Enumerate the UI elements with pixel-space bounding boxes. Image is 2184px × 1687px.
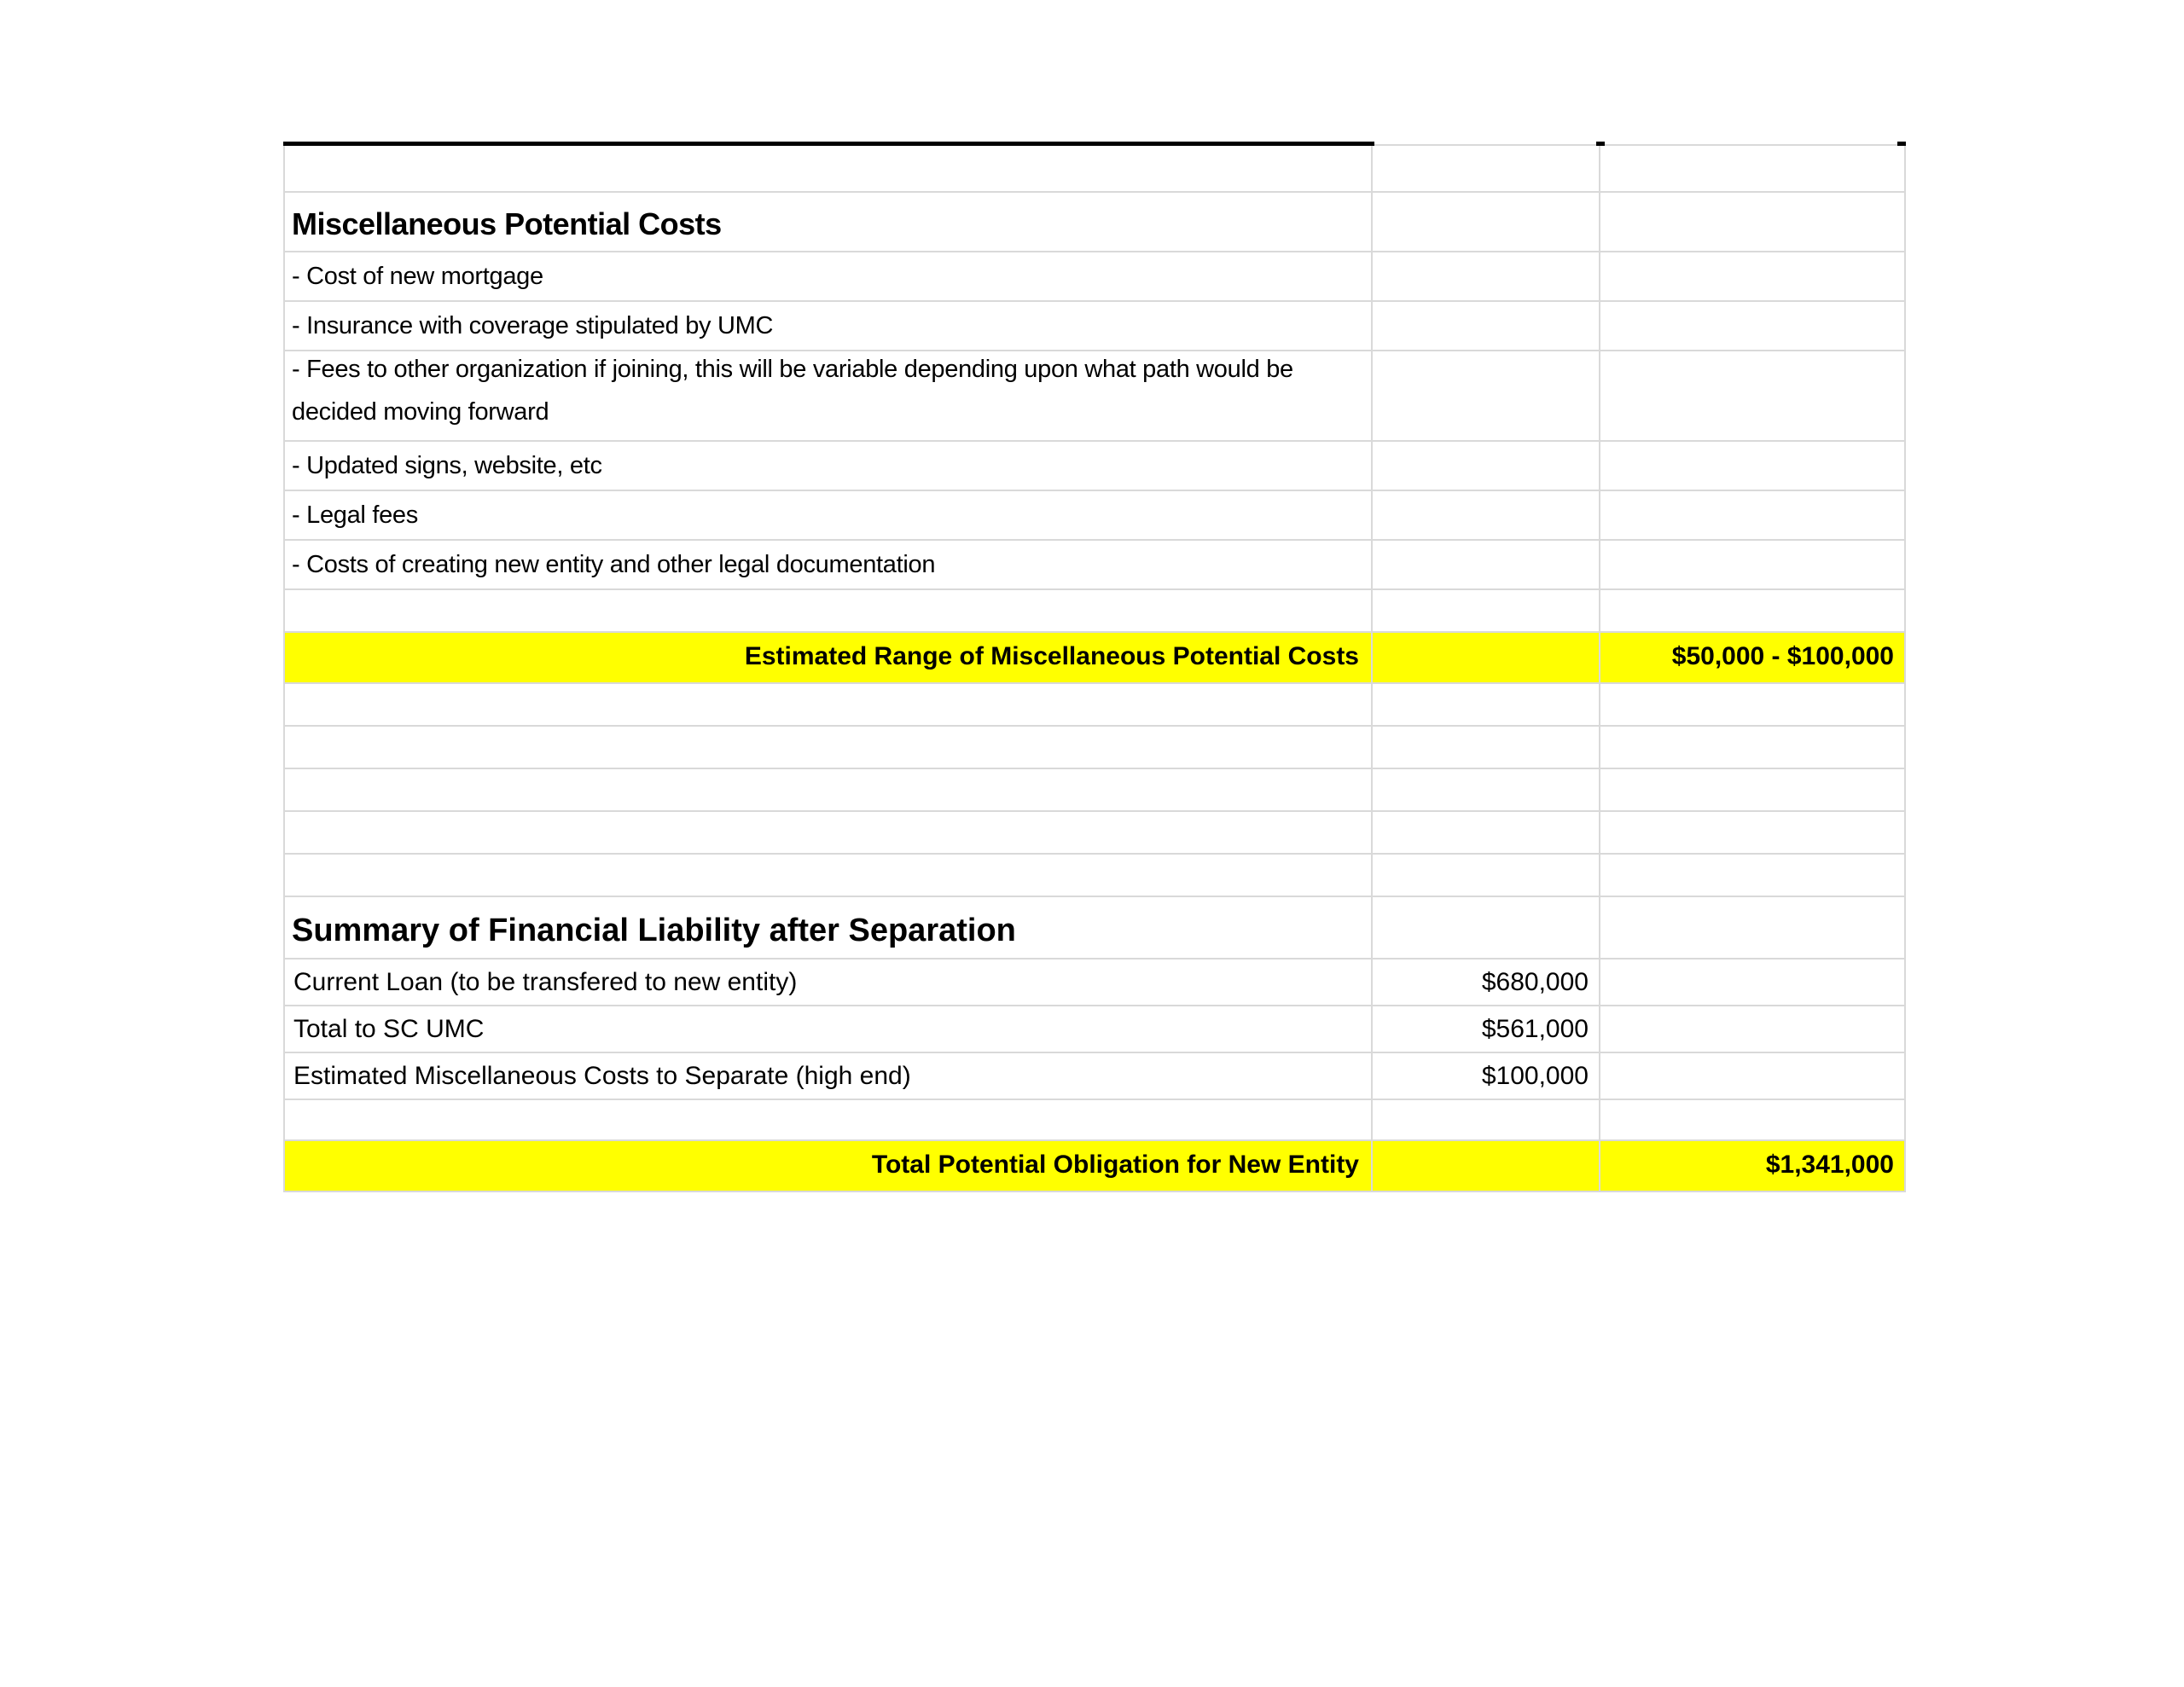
row-spacer-6-label-cell xyxy=(285,855,1373,896)
row-cost-new-mortgage-value-cell xyxy=(1600,252,1906,300)
row-spacer-5-amount-cell xyxy=(1373,812,1600,853)
row-summary-header-amount-cell xyxy=(1373,897,1600,958)
row-total-obligation xyxy=(285,1141,1906,1192)
row-current-loan-label-cell: Current Loan (to be transfered to new entity) xyxy=(285,959,1373,1005)
row-spacer-1-amount-cell xyxy=(1373,590,1600,631)
row-fees-other-org-label-cell: - Fees to other organization if joining, this will be variable depending upon what path would be decided moving forward xyxy=(285,351,1373,440)
row-updated-signs-label-cell: - Updated signs, website, etc xyxy=(285,442,1373,490)
row-spacer-2 xyxy=(285,684,1906,727)
row-spacer-7-amount-cell xyxy=(1373,1100,1600,1139)
row-updated-signs-amount-cell xyxy=(1373,442,1600,490)
row-legal-fees-amount-cell xyxy=(1373,491,1600,539)
row-total-obligation-amount-cell xyxy=(1373,1141,1600,1191)
row-spacer-6-value-cell xyxy=(1600,855,1906,896)
row-spacer-3-value-cell xyxy=(1600,727,1906,768)
row-est-misc-costs xyxy=(285,1053,1906,1100)
row-legal-fees xyxy=(285,491,1906,541)
row-est-misc-costs-amount-cell: $100,000 xyxy=(1373,1053,1600,1099)
row-spacer-1-value-cell xyxy=(1600,590,1906,631)
row-legal-fees-label-cell: - Legal fees xyxy=(285,491,1373,539)
row-misc-range-total-value-cell: $50,000 - $100,000 xyxy=(1600,633,1906,682)
row-spacer-4-value-cell xyxy=(1600,769,1906,810)
row-spacer-2-label-cell xyxy=(285,684,1373,725)
row-misc-range-total-label-cell: Estimated Range of Miscellaneous Potential Costs xyxy=(285,633,1373,682)
row-empty-top xyxy=(285,146,1906,193)
row-spacer-3 xyxy=(285,727,1906,769)
row-empty-top-label-cell xyxy=(285,146,1373,191)
row-est-misc-costs-label-cell: Estimated Miscellaneous Costs to Separate (high end) xyxy=(285,1053,1373,1099)
row-cost-new-mortgage-amount-cell xyxy=(1373,252,1600,300)
row-summary-header xyxy=(285,897,1906,959)
row-spacer-3-label-cell xyxy=(285,727,1373,768)
row-misc-range-total xyxy=(285,633,1906,684)
row-fees-other-org-amount-cell xyxy=(1373,351,1600,440)
row-updated-signs xyxy=(285,442,1906,491)
row-total-sc-umc-value-cell xyxy=(1600,1006,1906,1052)
row-spacer-2-value-cell xyxy=(1600,684,1906,725)
row-costs-new-entity-label-cell: - Costs of creating new entity and other legal documentation xyxy=(285,541,1373,588)
row-spacer-4 xyxy=(285,769,1906,812)
row-cost-new-mortgage xyxy=(285,252,1906,302)
spreadsheet-table xyxy=(283,146,1906,1192)
row-spacer-2-amount-cell xyxy=(1373,684,1600,725)
row-total-sc-umc-label-cell: Total to SC UMC xyxy=(285,1006,1373,1052)
row-spacer-4-label-cell xyxy=(285,769,1373,810)
row-total-obligation-value-cell: $1,341,000 xyxy=(1600,1141,1906,1191)
row-spacer-1 xyxy=(285,590,1906,633)
row-updated-signs-value-cell xyxy=(1600,442,1906,490)
row-insurance-value-cell xyxy=(1600,302,1906,350)
row-misc-costs-header-value-cell xyxy=(1600,193,1906,251)
row-spacer-1-label-cell xyxy=(285,590,1373,631)
row-misc-costs-header-amount-cell xyxy=(1373,193,1600,251)
row-misc-costs-header-label-cell: Miscellaneous Potential Costs xyxy=(285,193,1373,251)
row-summary-header-value-cell xyxy=(1600,897,1906,958)
row-costs-new-entity-amount-cell xyxy=(1373,541,1600,588)
row-spacer-4-amount-cell xyxy=(1373,769,1600,810)
row-insurance-label-cell: - Insurance with coverage stipulated by UMC xyxy=(285,302,1373,350)
row-spacer-7 xyxy=(285,1100,1906,1141)
row-misc-costs-header xyxy=(285,193,1906,252)
row-current-loan-value-cell xyxy=(1600,959,1906,1005)
row-costs-new-entity xyxy=(285,541,1906,590)
row-spacer-5-value-cell xyxy=(1600,812,1906,853)
row-empty-top-value-cell xyxy=(1600,146,1906,191)
row-costs-new-entity-value-cell xyxy=(1600,541,1906,588)
row-spacer-6-amount-cell xyxy=(1373,855,1600,896)
row-legal-fees-value-cell xyxy=(1600,491,1906,539)
row-cost-new-mortgage-label-cell: - Cost of new mortgage xyxy=(285,252,1373,300)
row-spacer-5 xyxy=(285,812,1906,855)
row-total-obligation-label-cell: Total Potential Obligation for New Entity xyxy=(285,1141,1373,1191)
row-est-misc-costs-value-cell xyxy=(1600,1053,1906,1099)
row-spacer-6 xyxy=(285,855,1906,897)
row-current-loan xyxy=(285,959,1906,1006)
row-insurance xyxy=(285,302,1906,351)
row-fees-other-org xyxy=(285,351,1906,442)
row-summary-header-label-cell: Summary of Financial Liability after Separation xyxy=(285,897,1373,958)
row-insurance-amount-cell xyxy=(1373,302,1600,350)
row-spacer-5-label-cell xyxy=(285,812,1373,853)
row-spacer-7-label-cell xyxy=(285,1100,1373,1139)
row-total-sc-umc xyxy=(285,1006,1906,1053)
row-current-loan-amount-cell: $680,000 xyxy=(1373,959,1600,1005)
row-misc-range-total-amount-cell xyxy=(1373,633,1600,682)
row-spacer-3-amount-cell xyxy=(1373,727,1600,768)
row-fees-other-org-value-cell xyxy=(1600,351,1906,440)
row-empty-top-amount-cell xyxy=(1373,146,1600,191)
row-total-sc-umc-amount-cell: $561,000 xyxy=(1373,1006,1600,1052)
row-spacer-7-value-cell xyxy=(1600,1100,1906,1139)
